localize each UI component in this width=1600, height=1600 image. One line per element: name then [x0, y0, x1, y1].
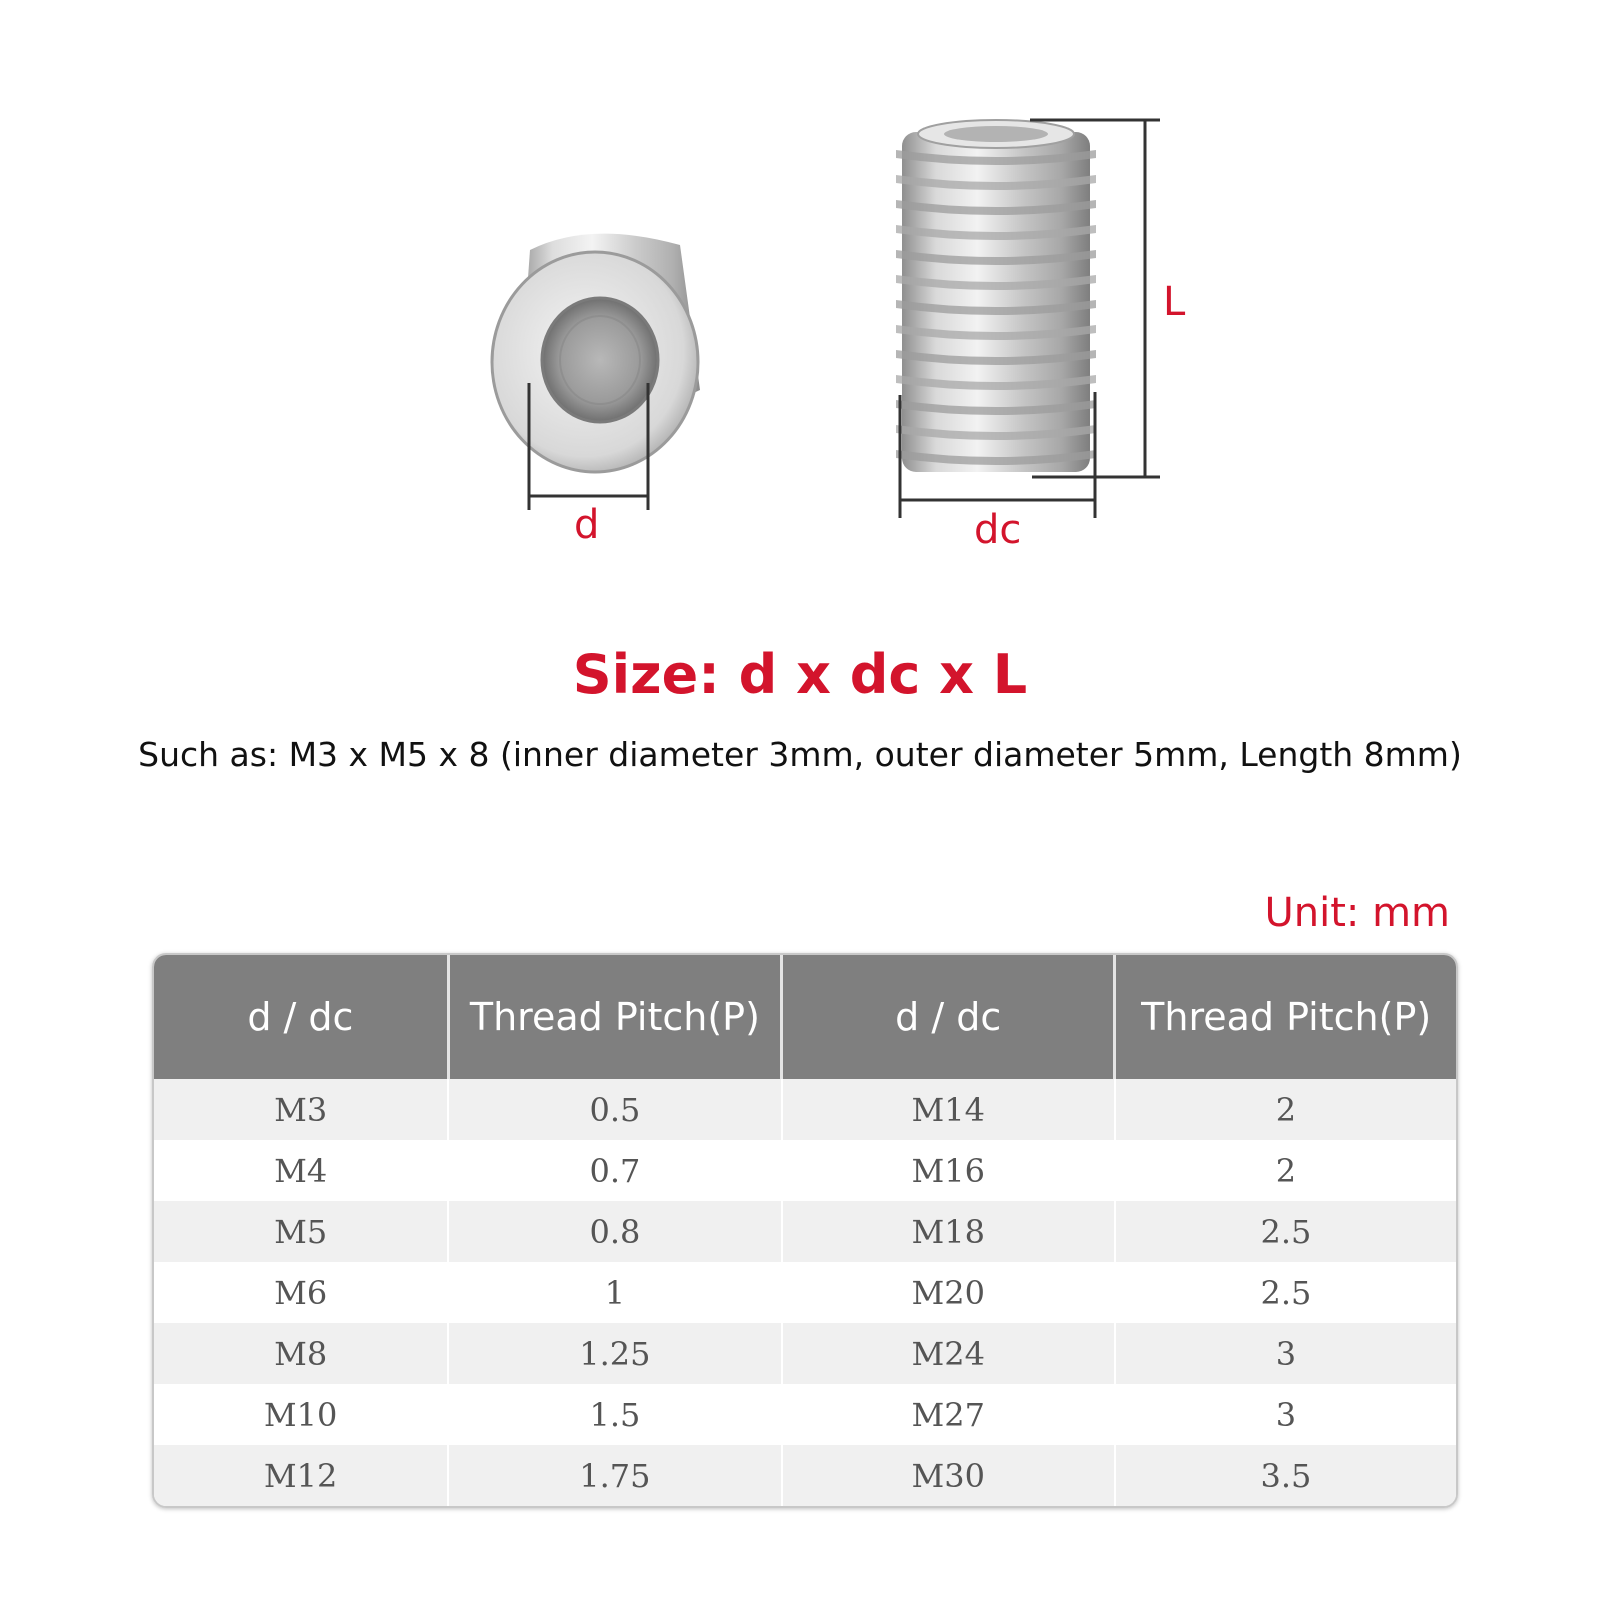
- table-row: [154, 1323, 1456, 1384]
- table-cell: 0.7: [448, 1140, 781, 1201]
- small-insert-end-view: [492, 234, 700, 472]
- table-cell: 2.5: [1115, 1262, 1456, 1323]
- table-cell: M20: [782, 1262, 1115, 1323]
- table-row: [154, 1201, 1456, 1262]
- table-cell: M16: [782, 1140, 1115, 1201]
- table-cell: M5: [154, 1201, 448, 1262]
- table-cell: M24: [782, 1323, 1115, 1384]
- table-cell: 3.5: [1115, 1445, 1456, 1506]
- dimension-label-L: L: [1163, 279, 1186, 325]
- table-cell: M18: [782, 1201, 1115, 1262]
- insert-illustration: [0, 0, 1600, 600]
- header-size-2: d / dc: [782, 955, 1115, 1079]
- table-cell: 1.75: [448, 1445, 781, 1506]
- header-size-1: d / dc: [154, 955, 448, 1079]
- table-row: [154, 1445, 1456, 1506]
- table-cell: M14: [782, 1079, 1115, 1140]
- table-cell: 2: [1115, 1079, 1456, 1140]
- table-cell: 0.8: [448, 1201, 781, 1262]
- table-row: [154, 1384, 1456, 1445]
- table-cell: M30: [782, 1445, 1115, 1506]
- table-cell: 2.5: [1115, 1201, 1456, 1262]
- table-cell: M10: [154, 1384, 448, 1445]
- thread-pitch-table: [152, 953, 1458, 1508]
- table-cell: 0.5: [448, 1079, 781, 1140]
- dimension-label-dc: dc: [974, 507, 1022, 553]
- table-cell: M6: [154, 1262, 448, 1323]
- table-cell: M8: [154, 1323, 448, 1384]
- table-row: [154, 1262, 1456, 1323]
- table-cell: M4: [154, 1140, 448, 1201]
- table-cell: 3: [1115, 1323, 1456, 1384]
- table-cell: 2: [1115, 1140, 1456, 1201]
- table-cell: M27: [782, 1384, 1115, 1445]
- header-pitch-1: Thread Pitch(P): [448, 955, 781, 1079]
- dimension-label-d: d: [574, 502, 600, 548]
- table-row: [154, 1079, 1456, 1140]
- table-cell: 1.5: [448, 1384, 781, 1445]
- table-cell: M12: [154, 1445, 448, 1506]
- table-cell: 1: [448, 1262, 781, 1323]
- table-row: [154, 1140, 1456, 1201]
- long-insert-side-view: [896, 120, 1096, 472]
- header-pitch-2: Thread Pitch(P): [1115, 955, 1456, 1079]
- table-header-row: [154, 955, 1456, 1079]
- table-cell: 3: [1115, 1384, 1456, 1445]
- size-formula-title: Size: d x dc x L: [572, 643, 1028, 706]
- size-example-text: Such as: M3 x M5 x 8 (inner diameter 3mm, outer diameter 5mm, Length 8mm): [138, 735, 1462, 774]
- unit-label: Unit: mm: [1264, 890, 1450, 936]
- table-cell: M3: [154, 1079, 448, 1140]
- table-cell: 1.25: [448, 1323, 781, 1384]
